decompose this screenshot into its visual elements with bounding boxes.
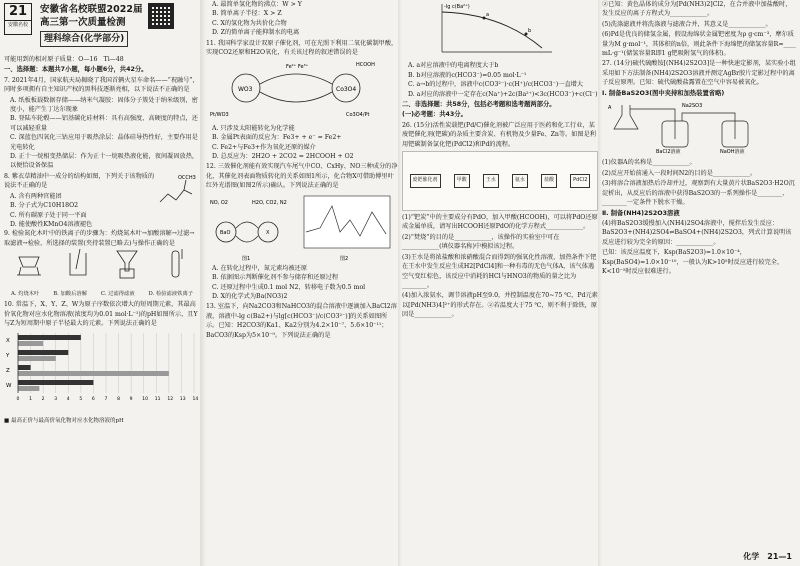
section-2-subheading: (一)必考题：共43分。 <box>402 111 467 119</box>
svg-text:Fe²⁺ Fe³⁺: Fe²⁺ Fe³⁺ <box>286 64 309 71</box>
q8-option-b: B. 分子式为C10H18O2 <box>10 202 79 210</box>
badge-number: 21 <box>8 4 28 19</box>
svg-text:b: b <box>528 28 532 34</box>
q13-option-b: B. b对应溶液的c(HCO3⁻)=0.05 mol·L⁻¹ <box>408 71 527 79</box>
question-13: 13. 室温下，向Na2CO3和NaHCO3的混合溶液中逐滴加入BaCl2溶液，溶液中-lg c(Ba2+)与lg[c(HCO3⁻)/c(CO3²⁻)]的关系如图所示。已知：H2CO3的Ka1、Ka2分别为4.2×10⁻⁷、5.6×10⁻¹¹；BaCO3的Ksp为5×10⁻⁹。下列说法正确的是 <box>206 303 397 339</box>
svg-text:Co3O4: Co3O4 <box>336 86 357 94</box>
flow-box-1: 废钯催化剂 <box>410 174 441 187</box>
q12-figure-2-ir-spectrum <box>290 192 394 262</box>
q11-option-b: B. 金属Pt表面的反应为：Fe3+ + e⁻ = Fe2+ <box>212 134 342 142</box>
svg-text:OCCH3: OCCH3 <box>178 174 196 181</box>
q7-option-d: D. 正十一烷相变热储层：作为正十一烷吸热液化能，夜间凝固放热，以便恰设备保温 <box>10 153 199 170</box>
question-11: 11. 我国科学家设计双原子催化剂，可在光照下利用二氧化碳制甲酸，实现CO2还原和H2O氧化，有关该过程的叙述错误的是 <box>206 39 398 57</box>
flow-box-6: PdCl2 <box>570 174 590 187</box>
q9-label-c: C. 过滤得滤液 <box>100 291 135 298</box>
q9-apparatus-figure <box>4 249 200 291</box>
svg-text:NO, O2: NO, O2 <box>210 199 228 206</box>
svg-text:HCOOH: HCOOH <box>356 62 375 69</box>
q13-option-c: C. a→b的过程中，溶液中c(CO3²⁻)·c(H⁺)/c(HCO3⁻)一直增大 <box>408 81 584 89</box>
q12-option-d: D. X的化学式为Ba(NO3)2 <box>212 292 288 300</box>
bar-valence <box>18 380 93 385</box>
q11-option-a: A. 只涉及太阳能转化为化学能 <box>212 124 295 132</box>
exam-header <box>4 3 200 55</box>
q9-label-d: D. 检验滤液铁离子 <box>148 291 194 298</box>
question-8: 8. 紫衣草精油中一成分的结构如图，下列关于该物质的说法不正确的是 <box>4 172 155 190</box>
q12-figure-1 <box>206 192 290 262</box>
x-tick-label: 9 <box>129 397 133 403</box>
q26-part-2: (2)“焚烧”的目的是____________，该操作的实验室中可在____________(填仪器名称)中模拟该过程。 <box>402 233 560 251</box>
q11-option-c: C. Fe2+与Fe3+作为氧化还原的媒介 <box>212 143 316 151</box>
q27-apparatus-diagram <box>602 99 792 155</box>
q27-part-4: (4)将BaS2O3缓慢加入(NH4)2SO4溶液中，搅拌后发生反应：BaS2O3+(NH4)2SO4⇌BaSO4+(NH4)2S2O3，列式计算说明该反应进行较为完全的原因：____________。 <box>602 219 792 246</box>
x-tick-label: 1 <box>29 397 32 403</box>
q27-part-4-given: 已知：该反应温度下，Ksp(BaS2O3)=1.0×10⁻⁴，Ksp(BaSO4)=1.0×10⁻¹⁰，一般认为K>10⁵时反应进行较完全，K<10⁻⁵时反应很难进行。 <box>602 249 784 275</box>
x-tick-label: 14 <box>192 397 199 403</box>
svg-text:-lg c(Ba²⁺): -lg c(Ba²⁺) <box>444 4 470 10</box>
badge-subtitle: 安徽名校 <box>5 20 31 29</box>
exam-title-2: 高三第一次质量检测 <box>40 17 126 28</box>
column-1 <box>4 0 200 566</box>
x-tick-label: 13 <box>179 397 186 403</box>
question-27: 27. (14分)硫代硫酸铵[(NH4)2S2O3]是一种快速定影剂，某实验小组采用如下方法制备(NH4)2S2O3溶液并测定AgBr胶片定影过程中的离子反应原理。已知：硫代硫酸盐露置在空气中容易被氧化。 <box>602 60 796 87</box>
funnel-icon <box>107 249 147 279</box>
exam-titles <box>40 3 142 47</box>
molecule-structure-icon <box>156 172 200 208</box>
bar-valence <box>18 365 31 370</box>
question-7: 7. 2021年4月，国家航天局揭晓了我国首辆火星车命名——“祝融号”，同时多项拥有自主知识产权的黑科技逐渐亮相，以下说法不正确的是 <box>4 76 199 94</box>
svg-text:WO3: WO3 <box>238 86 253 94</box>
fig-1-label: 图1 <box>242 255 251 262</box>
flow-box-4: 氨水 <box>512 174 528 187</box>
question-26: 26. (15分)活性炭载钯(Pd/C)催化剂被广泛应用于医药和化工行业，某废钯催化剂(钯碳)的杂质主要含炭、有机物及少量Fe、Zn等。如图是利用钯碳制备氯化钯(PdCl2)和Pd的流程。 <box>402 121 596 148</box>
q10-option-b: B. 简单离子半径：X > Z <box>212 10 282 18</box>
q7-option-a: A. 纸板板载数据存储——纳米气凝胶：固体分子簇处于纳米级别，密度小，能产生丁达尔现象 <box>10 96 198 114</box>
flow-box-3: 王水 <box>483 174 499 187</box>
q7-option-c: C. 深蓝色四氧化三钴应用于吸热涂层：晶体硅导热性好，主要作用是光电转化 <box>10 134 198 151</box>
page-footer: 化学 21—1 <box>743 552 792 561</box>
q13-option-a: A. a对应溶液中的电离程度大于b <box>408 62 499 70</box>
column-4 <box>602 0 796 566</box>
section-1-heading: 一、选择题：本题共7小题，每小题6分，共42分。 <box>4 66 148 74</box>
test-tube-icon <box>156 249 196 279</box>
question-12: 12. 三效催化剂能有效实现汽车尾气中CO、CxHy、NO三种成分的净化，其催化剂表面物质转化的关系如图1所示，化合物X可借助傅里叶红外光谱图(如图2所示)确认。下列说法正确的是 <box>206 163 398 190</box>
apparatus-label-naoh: NaOH溶液 <box>720 149 745 156</box>
chart-caption: ■ 最高正价与最高价氧化物对应水化物溶液的pH <box>4 417 124 424</box>
q27-part-1-heading: Ⅰ. 制备BaS2O3(图中夹持和加热装置省略) <box>602 89 725 97</box>
exam-subject: 理科综合(化学部分) <box>40 31 128 47</box>
bar-ph <box>18 371 169 376</box>
q12-option-a: A. 在转化过程中，氮元素均被还原 <box>212 264 308 272</box>
x-tick-label: 8 <box>117 397 120 403</box>
q11-catalyst-diagram <box>206 58 396 120</box>
apparatus-label-bacl2: BaCl2溶液 <box>656 149 681 156</box>
svg-text:H2O, CO2, N2: H2O, CO2, N2 <box>252 199 287 206</box>
category-label: Z <box>6 368 10 375</box>
q12-option-c: C. 还原过程中生成0.1 mol N2，转移电子数为0.5 mol <box>212 283 366 291</box>
q26-part-4b: ②已知：黄色晶体的成分为[Pd(NH3)2]Cl2，在合并液中加盐酸时，发生反应的离子方程式为____________。 <box>602 1 792 18</box>
category-label: X <box>6 338 10 345</box>
q12-figures <box>206 192 398 264</box>
bar-valence <box>18 335 81 340</box>
x-tick-label: 12 <box>167 397 174 403</box>
question-10: 10. 常温下，X、Y、Z、W为原子序数依次增大的短周期元素，其最高价氧化物对应水化物溶液(浓度均为0.01 mol·L⁻¹)的pH如图所示，且Y与Z为短周期中原子半径最大的元素。下列说法正确的是 <box>4 301 198 327</box>
q10-option-c: C. X的氢化物为共价化合物 <box>212 19 287 27</box>
x-tick-label: 5 <box>79 397 83 403</box>
section-2-heading: 二、非选择题：共58分，包括必考题和选考题两部分。 <box>402 101 556 109</box>
svg-text:Pt/WO3: Pt/WO3 <box>210 112 229 119</box>
q13-curve-graph <box>402 0 592 58</box>
flow-box-2: 甲酸 <box>454 174 470 187</box>
fig-2-label: 图2 <box>340 255 349 262</box>
q10-option-a: A. 最简单氢化物的沸点：W > Y <box>212 1 302 8</box>
q13-option-d: D. a对应的溶液中一定存在c(Na⁺)+2c(Ba²⁺)<3c(HCO3⁻)+c(Cl⁻) <box>408 90 598 98</box>
atomic-masses: 可能用到的相对原子质量：O—16 Ti—48 <box>4 56 124 63</box>
q10-option-d: D. Z的简单离子能抑制水的电离 <box>212 29 300 37</box>
q26-flowchart <box>402 151 598 211</box>
beaker-icon <box>58 249 98 279</box>
svg-text:a: a <box>486 12 490 18</box>
x-tick-label: 0 <box>16 397 20 403</box>
q12-option-b: B. 依据图示判断催化剂不参与储存和还原过程 <box>212 274 339 282</box>
q8-option-a: A. 含有两种官能团 <box>10 192 62 200</box>
x-tick-label: 2 <box>41 397 45 403</box>
q27-part-3: (3)将溶合溶液加热后冷却并过，观察到有大量黄片状BaS2O3·H2O沉淀析出，从反应后的溶液中获得BaS2O3的一系列操作是________、________一定条件下脱水干燥。 <box>602 180 795 207</box>
category-label: W <box>6 383 12 390</box>
bar-ph <box>18 386 39 391</box>
paper-number-badge <box>4 3 32 35</box>
q9-label-a: A. 灼烧木叶 <box>10 291 40 298</box>
exam-title-1: 安徽省名校联盟2022届 <box>40 4 143 15</box>
bar-valence <box>18 350 68 355</box>
q8-option-d: D. 能使酸性KMnO4溶液褪色 <box>10 220 93 228</box>
column-2 <box>206 0 398 566</box>
q26-part-4: (4)加入浓氨水，调节溶液pH至9.0，并控制温度在70~75 ℃，Pd元素以[Pd(NH3)4]²⁺的形式存在。②若温度大于75 ℃，则不利于除铁，原因是____________。 <box>402 292 598 319</box>
qr-code-icon <box>148 3 174 29</box>
x-tick-label: 11 <box>154 397 161 403</box>
q26-part-5: (5)洗涤滤液并将洗涤液与滤液合并，其意义是____________。 <box>602 20 772 28</box>
q27-part-2: (2)反应开始前通入一段时间N2的目的是____________。 <box>602 169 757 177</box>
x-tick-label: 7 <box>104 397 108 403</box>
q10-bar-chart <box>4 329 200 413</box>
svg-text:BaO: BaO <box>220 229 231 236</box>
x-tick-label: 10 <box>142 397 148 403</box>
category-label: Y <box>6 353 10 360</box>
q26-part-1: (1)“钯炭”中的主要成分有PdO，加入甲酸(HCOOH)，可以将PdO还原成金属单质，请写出HCOOH还原PdO的化学方程式____________。 <box>402 214 598 231</box>
bar-ph <box>18 356 56 361</box>
q8-option-c: C. 所有碳原子处于同一平面 <box>10 211 87 219</box>
q7-option-b: B. 登陆车轮毂——铝基碳化硅材料：具有高强度、高硬度的特点，还可以减轻重量 <box>10 115 198 132</box>
apparatus-label-a: A <box>608 105 612 112</box>
flow-box-5: 盐酸 <box>541 174 557 187</box>
x-tick-label: 4 <box>66 397 70 403</box>
svg-text:Co3O4/Pt: Co3O4/Pt <box>346 112 370 119</box>
q9-labels <box>4 291 200 298</box>
apparatus-label-reagent: Na2SO3 <box>682 103 703 110</box>
question-9: 9. 检验氮化木叶中的铁离子的步骤为：灼烧氮木叶→加酸溶解→过滤→取滤液→检验，所选择的装置(夹持装置已略去)与操作正确的是 <box>4 230 195 247</box>
x-tick-label: 6 <box>91 397 95 403</box>
q27-part-1: (1)仪器A的名称是____________。 <box>602 159 696 167</box>
column-3 <box>402 0 598 566</box>
q9-label-b: B. 加酸后溶解 <box>53 291 87 298</box>
svg-text:X: X <box>266 229 270 236</box>
q26-part-6: (6)Pd是优良的储氢金属，假设海绵状金属钯密度为ρ g·cm⁻³，摩尔质量为M g·mol⁻¹，其体积的n倍，则此条件下海绵钯的储氢容量R=____ mL·g⁻¹(储氢容量R即1 g钯吸附氢气的体积)。 <box>602 31 796 58</box>
bar-ph <box>18 341 43 346</box>
x-tick-label: 3 <box>54 397 58 403</box>
q26-part-3: (3)王水是将浓盐酸和浓硝酸混合而得到的强氧化性溶液，加热条件下钯在王水中发生反应生成H2[PdCl4]和一种有毒的无色气体A，该气体遇空气变红棕色，该反应中消耗的HCl与HNO3的物质的量之比为________。 <box>402 253 597 289</box>
q11-option-d: D. 总反应为：2H2O + 2CO2 = 2HCOOH + O2 <box>212 153 354 161</box>
q27-part-2-heading: Ⅱ. 制备(NH4)2S2O3溶液 <box>602 209 680 217</box>
crucible-icon <box>9 249 49 279</box>
